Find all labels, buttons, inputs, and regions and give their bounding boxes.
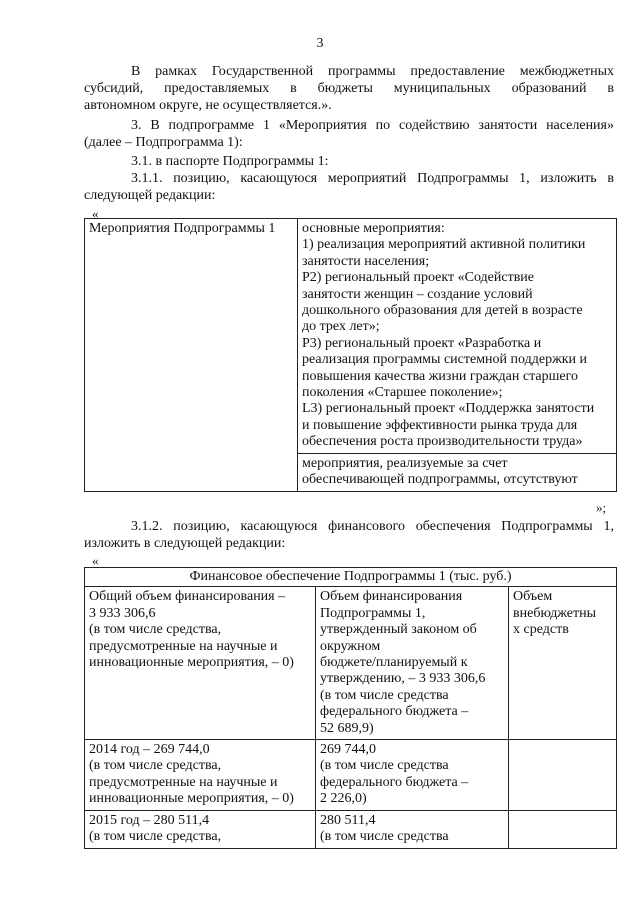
financing-2014-federal-cell <box>316 740 509 811</box>
cell-line: предусмотренные на научные и <box>89 774 278 790</box>
activities-line: L3) региональный проект «Поддержка занятости <box>302 401 595 417</box>
cell-line: (в том числе средства <box>320 687 449 703</box>
cell-line: (в том числе средства <box>320 829 449 845</box>
table-row <box>85 810 617 848</box>
paragraph-1-line-3: автономном округе, не осуществляется.». <box>84 98 332 113</box>
financing-extrabudget-cell <box>509 587 617 740</box>
financing-2015-cell <box>85 810 316 848</box>
activities-line: 1) реализация мероприятий активной политики <box>302 237 586 253</box>
page-number: 3 <box>316 36 324 51</box>
activities-line: повышения качества жизни граждан старшего <box>302 368 578 384</box>
activities-line: обеспечивающей подпрограммы, отсутствуют <box>302 472 578 488</box>
cell-line: (в том числе средства, <box>89 829 222 845</box>
financing-approved-cell <box>316 587 509 740</box>
activities-line: реализация программы системной поддержки и <box>302 352 588 368</box>
paragraph-3: 3.1. в паспорте Подпрограммы 1: <box>131 154 329 169</box>
paragraph-5-line-1: 3.1.2. позицию, касающуюся финансового обеспечения Подпрограммы 1, <box>131 519 614 534</box>
table-row <box>85 568 617 587</box>
open-quote-1: « <box>92 206 99 221</box>
financing-total-cell <box>85 587 316 740</box>
cell-line: (в том числе средства, <box>89 758 222 774</box>
paragraph-5-line-2: изложить в следующей редакции: <box>84 536 286 551</box>
financing-header: Финансовое обеспечение Подпрограммы 1 (тыс. руб.) <box>189 569 512 584</box>
cell-line: бюджете/планируемый к <box>320 655 468 671</box>
cell-line: 280 511,4 <box>320 812 376 828</box>
open-quote-2: « <box>92 553 99 568</box>
table-row <box>85 587 617 740</box>
cell-line: Общий объем финансирования – <box>89 589 286 605</box>
activities-line: занятости населения; <box>302 253 430 269</box>
cell-line: предусмотренные на научные и <box>89 638 278 654</box>
paragraph-2-line-1: 3. В подпрограмме 1 «Мероприятия по содействию занятости населения» <box>131 118 614 133</box>
empty-cell <box>509 810 617 848</box>
cell-line: 269 744,0 <box>320 742 376 758</box>
cell-line: х средств <box>513 622 569 638</box>
activities-line: P2) региональный проект «Содействие <box>302 270 535 286</box>
activities-line: поколения «Старшее поколение»; <box>302 385 503 401</box>
activities-line: обеспечения роста производительности труда» <box>302 434 583 450</box>
activities-table <box>84 218 617 492</box>
cell-line: 3 933 306,6 <box>89 605 156 621</box>
activities-line: мероприятия, реализуемые за счет <box>302 455 508 471</box>
activities-main-cell <box>298 219 617 454</box>
cell-line: (в том числе средства, <box>89 622 222 638</box>
cell-line: федерального бюджета – <box>320 774 469 790</box>
activities-label-cell <box>85 219 298 492</box>
cell-line: (в том числе средства <box>320 758 449 774</box>
financing-table <box>84 567 617 849</box>
cell-line: Подпрограммы 1, <box>320 605 426 621</box>
paragraph-1-line-2: субсидий, предоставляемых в бюджеты муниципальных образований в <box>84 81 614 96</box>
cell-line: федерального бюджета – <box>320 704 469 720</box>
cell-line: Объем <box>513 589 553 605</box>
financing-2014-cell <box>85 740 316 811</box>
financing-header-cell <box>85 568 617 587</box>
cell-line: инновационные мероприятия, – 0) <box>89 791 294 807</box>
activities-line: занятости женщин – создание условий <box>302 286 533 302</box>
activities-line: P3) региональный проект «Разработка и <box>302 335 542 351</box>
cell-line: 2015 год – 280 511,4 <box>89 812 210 828</box>
activities-label: Мероприятия Подпрограммы 1 <box>89 221 276 236</box>
activities-secondary-cell <box>298 453 617 491</box>
table-row <box>85 219 617 454</box>
cell-line: Объем финансирования <box>320 589 463 605</box>
empty-cell <box>509 740 617 811</box>
cell-line: 52 689,9) <box>320 720 374 736</box>
cell-line: внебюджетны <box>513 605 597 621</box>
paragraph-1-line-1: В рамках Государственной программы предоставление межбюджетных <box>131 64 614 79</box>
table-row <box>85 740 617 811</box>
financing-2015-federal-cell <box>316 810 509 848</box>
cell-line: окружном <box>320 638 381 654</box>
cell-line: утверждению, – 3 933 306,6 <box>320 671 486 687</box>
paragraph-4-line-1: 3.1.1. позицию, касающуюся мероприятий Подпрограммы 1, изложить в <box>131 171 614 186</box>
cell-line: утвержденный законом об <box>320 622 477 638</box>
activities-line: до трех лет»; <box>302 319 380 335</box>
paragraph-4-line-2: следующей редакции: <box>84 188 216 203</box>
cell-line: 2 226,0) <box>320 791 367 807</box>
cell-line: 2014 год – 269 744,0 <box>89 742 210 758</box>
cell-line: инновационные мероприятия, – 0) <box>89 655 294 671</box>
activities-line: дошкольного образования для детей в возрасте <box>302 303 583 319</box>
close-quote-1: »; <box>596 500 607 515</box>
activities-line: и повышение эффективности рынка труда для <box>302 417 578 433</box>
activities-line: основные мероприятия: <box>302 221 445 236</box>
paragraph-2-line-2: (далее – Подпрограмма 1): <box>84 135 243 150</box>
